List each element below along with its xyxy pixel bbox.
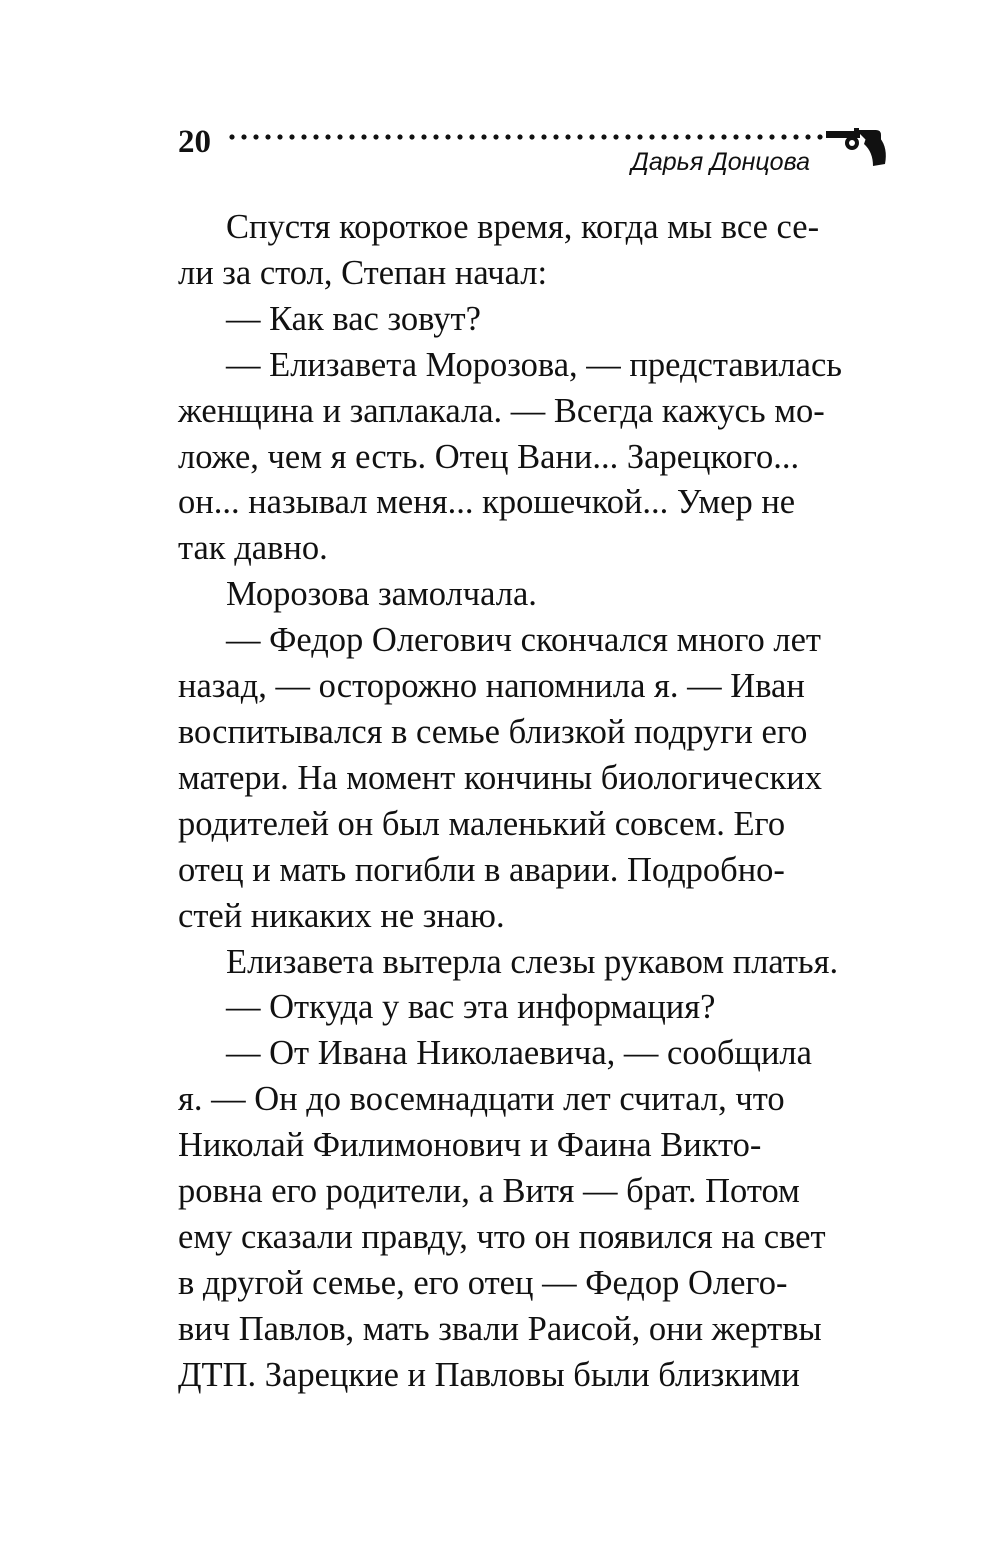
text-line: — Откуда у вас эта информация?	[226, 988, 716, 1027]
text-line: ли за стол, Степан начал:	[178, 253, 548, 292]
text-line: Елизавета вытерла слезы рукавом платья.	[226, 942, 839, 981]
text-line: вич Павлов, мать звали Раисой, они жертвы	[178, 1309, 822, 1348]
text-line: матери. На момент кончины биологических	[178, 758, 822, 797]
text-line: женщина и заплакала. — Всегда кажусь мо-	[178, 391, 825, 430]
text-line: ДТП. Зарецкие и Павловы были близкими	[178, 1355, 800, 1394]
dotted-leader	[226, 134, 826, 140]
text-line: — Елизавета Морозова, — представилась	[226, 345, 842, 384]
author-name: Дарья Донцова	[631, 148, 810, 176]
text-line: ложе, чем я есть. Отец Вани... Зарецкого...	[178, 437, 800, 476]
text-line: — Как вас зовут?	[226, 299, 481, 338]
text-line: назад, — осторожно напомнила я. — Иван	[178, 667, 805, 706]
text-line: в другой семье, его отец — Федор Олего-	[178, 1263, 788, 1302]
page-number: 20	[178, 124, 211, 160]
text-line: он... называл меня... крошечкой... Умер не	[178, 483, 796, 522]
text-line: ему сказали правду, что он появился на свет	[178, 1217, 826, 1256]
text-line: Спустя короткое время, когда мы все се-	[226, 208, 820, 246]
text-line: воспитывался в семье близкой подруги его	[178, 712, 808, 751]
revolver-icon	[826, 126, 888, 168]
text-line: родителей он был маленький совсем. Его	[178, 804, 786, 843]
running-header	[178, 120, 888, 190]
text-line: я. — Он до восемнадцати лет считал, что	[178, 1080, 785, 1119]
text-line: стей никаких не знаю.	[178, 896, 505, 935]
text-line: — Федор Олегович скончался много лет	[226, 621, 821, 660]
text-line: Морозова замолчала.	[226, 575, 537, 614]
text-line: так давно.	[178, 529, 328, 568]
text-line: Николай Филимонович и Фаина Викто-	[178, 1126, 762, 1165]
text-line: ровна его родители, а Витя — брат. Потом	[178, 1172, 800, 1211]
body-text	[178, 205, 884, 1399]
text-line: — От Ивана Николаевича, — сообщила	[226, 1034, 812, 1073]
text-line: отец и мать погибли в аварии. Подробно-	[178, 850, 785, 889]
